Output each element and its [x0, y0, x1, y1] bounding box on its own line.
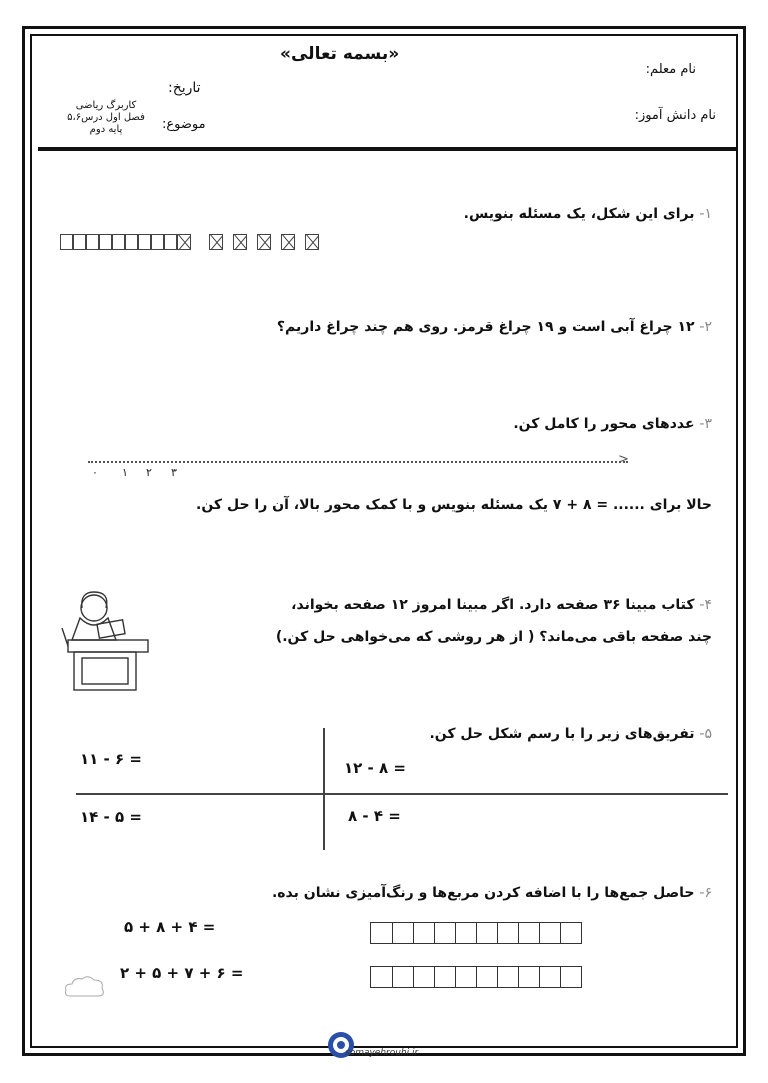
- grid-cell[interactable]: [455, 967, 476, 987]
- question-3: [513, 416, 712, 432]
- grid-cell[interactable]: [434, 967, 455, 987]
- grid-cell[interactable]: [497, 967, 518, 987]
- number-line-tick-0: ۰: [92, 466, 98, 479]
- question-6-number: ۶-: [699, 885, 712, 901]
- q6-square-grid-b: [370, 966, 582, 988]
- number-line-tick-2: ۲: [146, 466, 152, 479]
- grid-cell[interactable]: [518, 923, 539, 943]
- student-name-label: نام دانش آموز:: [634, 108, 716, 123]
- question-4-line1: [291, 597, 712, 613]
- cloud-icon: [62, 974, 108, 1000]
- grid-cell[interactable]: [434, 923, 455, 943]
- grid-cell[interactable]: [476, 923, 497, 943]
- header-divider: [38, 147, 738, 151]
- grid-cell[interactable]: [518, 967, 539, 987]
- q5-expression-a: ۱۱ - ۶ =: [80, 750, 142, 768]
- question-4-text-1: کتاب مبینا ۳۶ صفحه دارد. اگر مبینا امروز ۱۲ صفحه بخواند،: [291, 597, 695, 613]
- crossed-square: [209, 234, 223, 250]
- grid-cell[interactable]: [539, 967, 560, 987]
- number-line-tick-1: ۱: [122, 466, 128, 479]
- question-4-line2: چند صفحه باقی می‌ماند؟ ( از هر روشی که می‌خواهی حل کن.): [275, 629, 712, 645]
- grid-cell[interactable]: [392, 923, 413, 943]
- grid-cell[interactable]: [497, 923, 518, 943]
- subject-line-1: کاربرگ ریاضی: [75, 100, 137, 111]
- date-label: تاریخ:: [168, 80, 201, 96]
- q5-expression-b: ۱۲ - ۸ =: [344, 759, 406, 777]
- question-3-text: عددهای محور را کامل کن.: [513, 416, 695, 432]
- footer-website: somayehrouhi.ir: [345, 1048, 419, 1058]
- unit-square: [112, 234, 125, 250]
- question-1-text: برای این شکل، یک مسئله بنویس.: [463, 206, 695, 222]
- unit-square: [138, 234, 151, 250]
- grid-cell[interactable]: [455, 923, 476, 943]
- question-6-text: حاصل جمع‌ها را با اضافه کردن مربع‌ها و رنگ‌آمیزی نشان بده.: [271, 885, 695, 901]
- unit-square: [151, 234, 164, 250]
- q5-expression-d: ۸ - ۴ =: [348, 807, 401, 825]
- question-6: [272, 885, 712, 901]
- crossed-square: [233, 234, 247, 250]
- girl-reading-illustration: [58, 588, 154, 694]
- number-line-tick-3: ۳: [171, 466, 177, 479]
- q5-vertical-divider: [323, 728, 325, 850]
- question-2: [277, 319, 712, 335]
- grid-cell[interactable]: [560, 923, 581, 943]
- question-3-followup: حالا برای ...... = ۸ + ۷ یک مسئله بنویس و با کمک محور بالا، آن را حل کن.: [196, 497, 712, 513]
- crossed-square: [281, 234, 295, 250]
- question-2-number: ۲-: [699, 319, 712, 335]
- subject-line-3: پایه دوم: [89, 124, 123, 135]
- subject-info: [56, 100, 156, 136]
- unit-square: [73, 234, 86, 250]
- subject-line-2: فصل اول درس۵،۶: [67, 112, 145, 123]
- q6-expression-a: ۵ + ۸ + ۴ =: [124, 918, 216, 936]
- number-line: [88, 461, 628, 463]
- unit-square: [60, 234, 73, 250]
- question-4-number: ۴-: [699, 597, 712, 613]
- unit-square: [99, 234, 112, 250]
- question-5-number: ۵-: [699, 726, 712, 742]
- grid-cell[interactable]: [413, 923, 434, 943]
- question-5-text: تفریق‌های زیر را با رسم شکل حل کن.: [429, 726, 695, 742]
- question-2-text: ۱۲ چراغ آبی است و ۱۹ چراغ قرمز. روی هم چند چراغ داریم؟: [276, 319, 695, 335]
- unit-square: [125, 234, 138, 250]
- grid-cell[interactable]: [476, 967, 497, 987]
- grid-cell[interactable]: [539, 923, 560, 943]
- crossed-square: [177, 234, 191, 250]
- question-3-number: ۳-: [699, 416, 712, 432]
- subject-label: موضوع:: [162, 117, 206, 132]
- grid-cell[interactable]: [560, 967, 581, 987]
- q6-square-grid-a: [370, 922, 582, 944]
- crossed-square: [257, 234, 271, 250]
- q1-figure: [60, 234, 329, 250]
- teacher-name-label: نام معلم:: [645, 62, 696, 77]
- unit-square: [86, 234, 99, 250]
- number-line-arrow: >: [618, 452, 629, 467]
- unit-square: [164, 234, 177, 250]
- bismillah-title: «بسمه تعالی»: [280, 44, 400, 64]
- grid-cell[interactable]: [371, 967, 392, 987]
- crossed-square: [305, 234, 319, 250]
- q6-expression-b: ۲ + ۵ + ۷ + ۶ =: [120, 964, 244, 982]
- grid-cell[interactable]: [371, 923, 392, 943]
- grid-cell[interactable]: [392, 967, 413, 987]
- question-1: [464, 206, 712, 222]
- q5-expression-c: ۱۴ - ۵ =: [80, 808, 142, 826]
- q5-horizontal-divider: [76, 793, 728, 795]
- question-1-number: ۱-: [699, 206, 712, 222]
- question-5: [429, 726, 712, 742]
- grid-cell[interactable]: [413, 967, 434, 987]
